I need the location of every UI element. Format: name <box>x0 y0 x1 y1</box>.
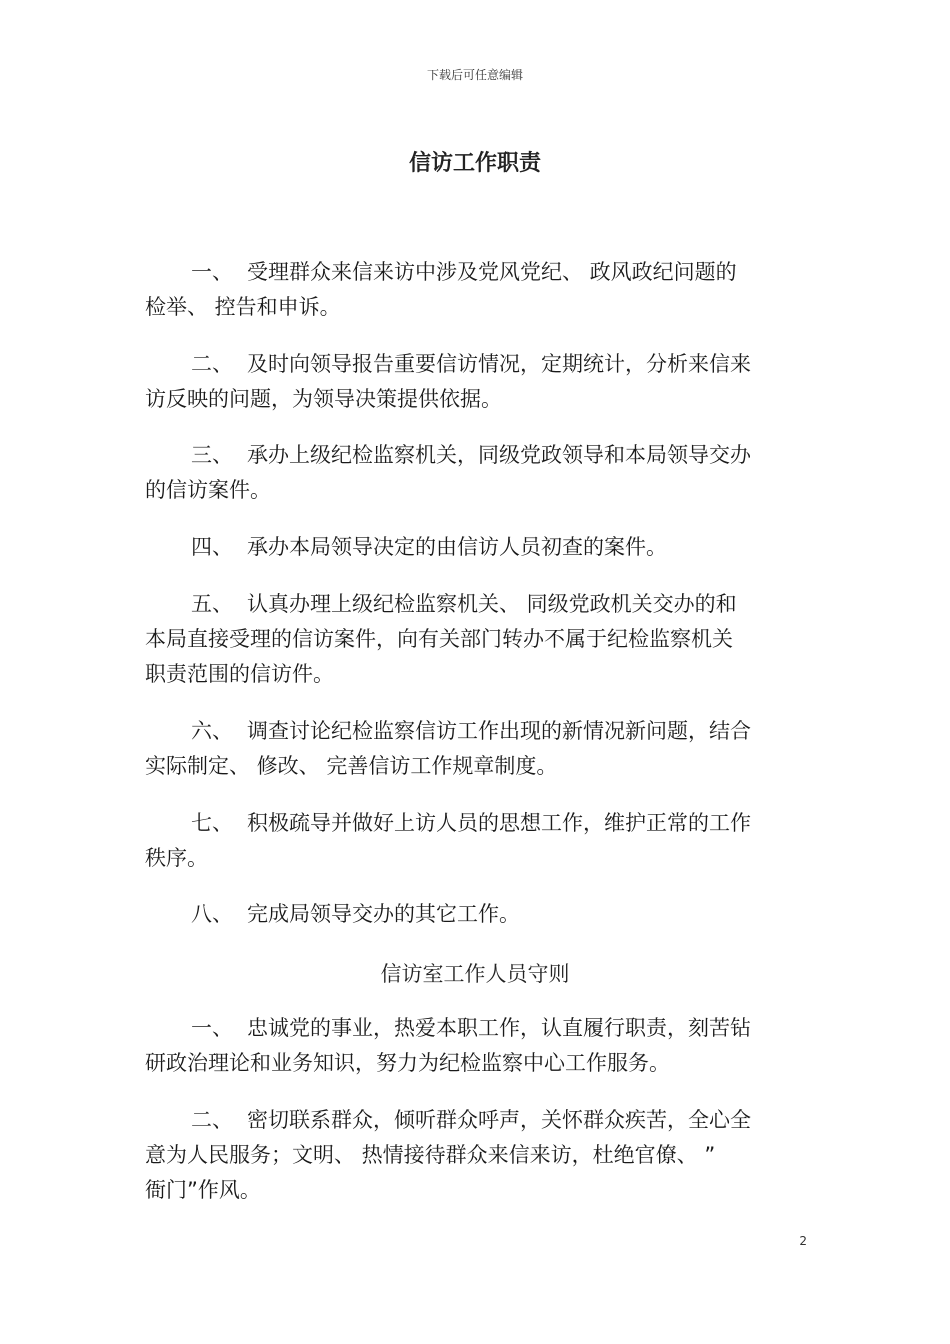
duty-text-line: 实际制定、 修改、 完善信访工作规章制度。 <box>145 754 558 778</box>
duty-item-8 <box>145 897 805 932</box>
duty-item-6 <box>145 714 805 784</box>
duty-number: 五、 <box>191 592 233 616</box>
section-title: 信访室工作人员守则 <box>380 962 570 986</box>
page-number: 2 <box>799 1234 807 1248</box>
duty-number: 三、 <box>191 443 233 467</box>
duty-text-line: 访反映的问题，为领导决策提供依据。 <box>145 387 502 411</box>
document-title: 信访工作职责 <box>408 151 541 176</box>
rule-text-line: 密切联系群众，倾听群众呼声，关怀群众疾苦，全心全 <box>247 1108 751 1132</box>
duty-text-line: 及时向领导报告重要信访情况，定期统计，分析来信来 <box>247 352 751 376</box>
duty-item-2 <box>145 347 805 417</box>
rule-number: 二、 <box>191 1108 233 1132</box>
duty-item-1 <box>145 255 805 325</box>
duty-number: 二、 <box>191 352 233 376</box>
rule-item-2 <box>145 1103 805 1208</box>
duty-text-line: 职责范围的信访件。 <box>145 662 334 686</box>
rule-text-line: 衙门”作风。 <box>145 1178 261 1202</box>
duty-text-line: 秩序。 <box>145 846 208 870</box>
duty-text-line: 的信访案件。 <box>145 478 271 502</box>
duty-number: 七、 <box>191 811 233 835</box>
rule-number: 一、 <box>191 1016 233 1040</box>
rule-text-line: 意为人民服务；文明、 热情接待群众来信来访，杜绝官僚、 ” <box>145 1143 716 1167</box>
duty-text-line: 积极疏导并做好上访人员的思想工作，维护正常的工作 <box>247 811 751 835</box>
duty-item-3 <box>145 438 805 508</box>
duty-item-5 <box>145 587 805 692</box>
rule-item-1 <box>145 1011 805 1081</box>
duty-text-line: 承办本局领导决定的由信访人员初查的案件。 <box>247 535 667 559</box>
duty-number: 一、 <box>191 260 233 284</box>
duty-number: 四、 <box>191 535 233 559</box>
duty-item-4 <box>145 530 805 565</box>
duty-number: 八、 <box>191 902 233 926</box>
duty-text-line: 认真办理上级纪检监察机关、 同级党政机关交办的和 <box>247 592 737 616</box>
duty-text-line: 承办上级纪检监察机关，同级党政领导和本局领导交办 <box>247 443 751 467</box>
duty-text-line: 调查讨论纪检监察信访工作出现的新情况新问题，结合 <box>247 719 751 743</box>
rule-text-line: 忠诚党的事业，热爱本职工作，认直履行职责，刻苦钻 <box>247 1016 751 1040</box>
duty-text-line: 检举、 控告和申诉。 <box>145 295 341 319</box>
rule-text-line: 研政治理论和业务知识，努力为纪检监察中心工作服务。 <box>145 1051 670 1075</box>
duty-text-line: 受理群众来信来访中涉及党风党纪、 政风政纪问题的 <box>247 260 737 284</box>
page-header-note: 下载后可任意编辑 <box>426 68 523 82</box>
duty-item-7 <box>145 806 805 876</box>
duty-text-line: 本局直接受理的信访案件，向有关部门转办不属于纪检监察机关 <box>145 627 733 651</box>
duty-number: 六、 <box>191 719 233 743</box>
duty-text-line: 完成局领导交办的其它工作。 <box>247 902 520 926</box>
